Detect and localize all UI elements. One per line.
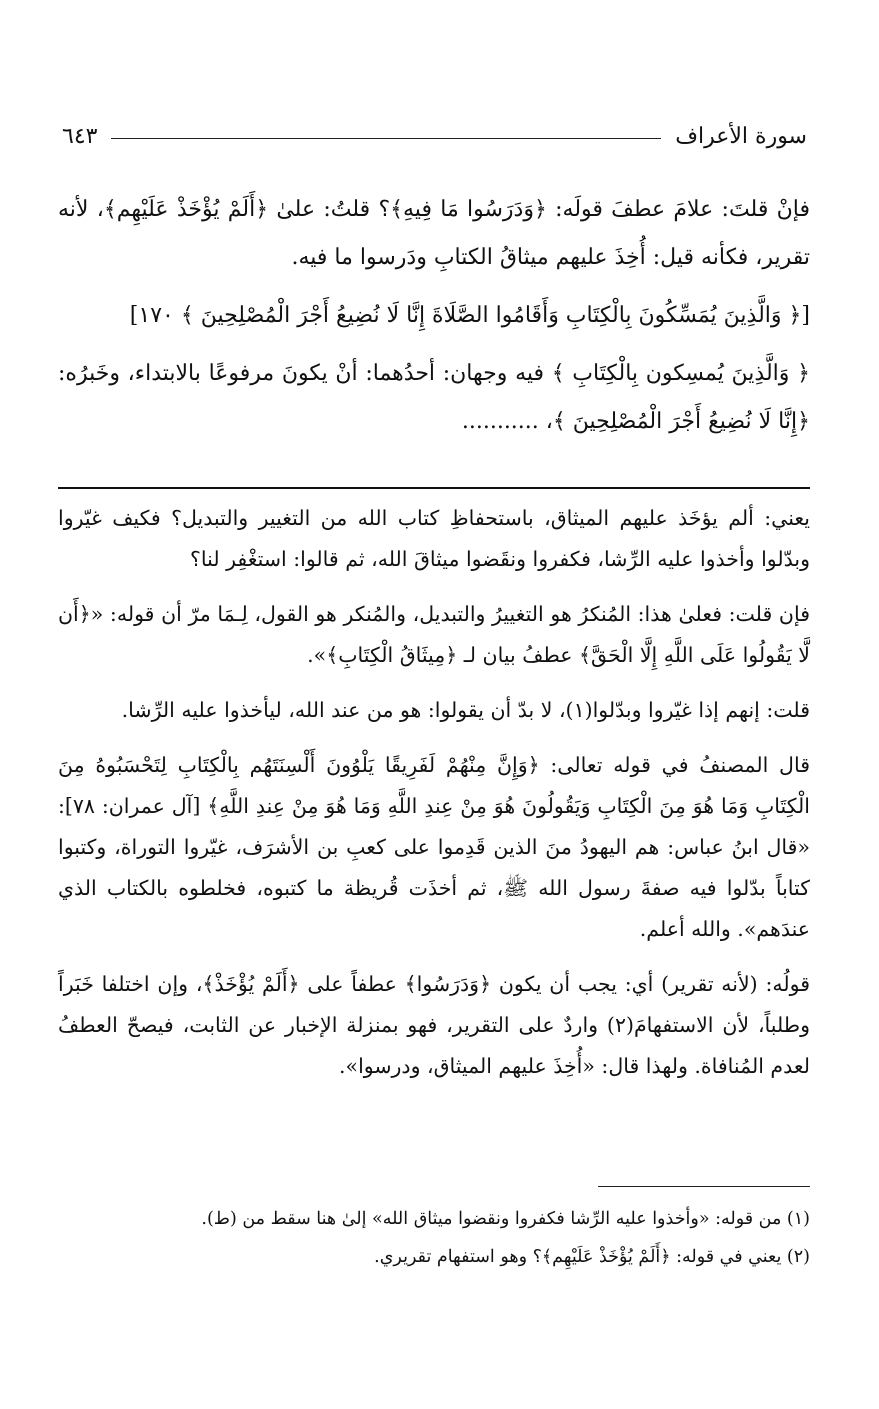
footnote: (١) من قوله: «وأخذوا عليه الرِّشا فكفروا ونقضوا ميثاق الله» إلىٰ هنا سقط من (ط).: [201, 1209, 810, 1229]
gloss-paragraph: قولُه: (لأنه تقرير) أي: يجب أن يكون ﴿وَدَرَسُوا﴾ عطفاً على ﴿أَلَمْ يُؤْخَذْ﴾، وإن اختلفا خَبَراً وطلباً، لأن الاستفهامَ(٢) واردٌ على التقرير، فهو بمنزلة الإخبار عن الثابت، فيصحّ العطفُ لعدم المُنافاة. ولهذا قال: «أُخِذَ عليهم الميثاق، ودرسوا».: [58, 972, 810, 1078]
footnotes: [58, 1200, 810, 1276]
running-header: [62, 116, 807, 156]
gloss-paragraph: قال المصنفُ في قوله تعالى: ﴿وَإِنَّ مِنْهُمْ لَفَرِيقًا يَلْوُونَ أَلْسِنَتَهُم بِالْكِتَابِ لِتَحْسَبُوهُ مِنَ الْكِتَابِ وَمَا هُوَ مِنَ الْكِتَابِ وَيَقُولُونَ هُوَ مِنْ عِندِ اللَّهِ وَمَا هُوَ مِنْ عِندِ اللَّهِ﴾ [آل عمران: ٧٨]: «قال ابنُ عباس: هم اليهودُ منَ الذين قَدِموا على كعبِ بن الأشرَف، غيّروا التوراة، وكتبوا كتاباً بدّلوا فيه صفةَ رسول الله ﷺ، ثم أخذَت قُريظة ما كتبوه، فخلطوه بالكتاب الذي عندَهم». والله أعلم.: [58, 753, 810, 941]
footnote-rule: [598, 1186, 810, 1187]
section-divider: [58, 487, 810, 489]
commentary-paragraph: فإنْ قلتَ: علامَ عطفَ قولَه: ﴿وَدَرَسُوا مَا فِيهِ﴾؟ قلتُ: علىٰ ﴿أَلَمْ يُؤْخَذْ عَلَيْهِم﴾، لأنه تقرير، فكأنه قيل: أُخِذَ عليهم ميثاقُ الكتابِ ودَرسوا ما فيه.: [58, 197, 810, 270]
commentary-text: [58, 186, 810, 456]
footnote: (٢) يعني في قوله: ﴿أَلَمْ يُؤْخَذْ عَلَيْهِم﴾؟ وهو استفهام تقريري.: [374, 1247, 810, 1267]
gloss-paragraph: قلت: إنهم إذا غيّروا وبدّلوا(١)، لا بدّ أن يقولوا: هو من عند الله، ليأخذوا عليه الرِّشا.: [121, 698, 810, 722]
gloss-text: [58, 498, 810, 1101]
surah-title: سورة الأعراف: [675, 123, 807, 149]
page-number: ٦٤٣: [62, 123, 98, 149]
gloss-paragraph: يعني: ألم يؤخَذ عليهم الميثاق، باستحفاظِ كتاب الله من التغيير والتبديل؟ فكيف غيّروا وبدّلوا وأخذوا عليه الرِّشا، فكفروا ونقَضوا ميثاقَ الله، ثم قالوا: استغْفِر لنا؟: [58, 506, 810, 571]
verse-heading: [﴿ وَالَّذِينَ يُمَسِّكُونَ بِالْكِتَابِ وَأَقَامُوا الصَّلَاةَ إِنَّا لَا نُضِيعُ أَجْرَ الْمُصْلِحِينَ ﴾ ١٧٠]: [129, 303, 810, 328]
commentary-paragraph: ﴿ وَالَّذِينَ يُمسِكون بِالْكِتَابِ ﴾ فيه وجهان: أحدُهما: أنْ يكونَ مرفوعًا بالابتداء، وخَبرُه: ﴿إِنَّا لَا نُضِيعُ أَجْرَ الْمُصْلِحِينَ ﴾، ...........: [58, 361, 810, 434]
header-rule: [111, 138, 661, 139]
gloss-paragraph: فإن قلت: فعلىٰ هذا: المُنكرُ هو التغييرُ والتبديل، والمُنكر هو القول، لِـمَا مرّ أن قوله: «﴿أَن لَّا يَقُولُوا عَلَى اللَّهِ إِلَّا الْحَقَّ﴾ عطفُ بيان لـ ﴿مِيثَاقُ الْكِتَابِ﴾».: [58, 602, 810, 667]
